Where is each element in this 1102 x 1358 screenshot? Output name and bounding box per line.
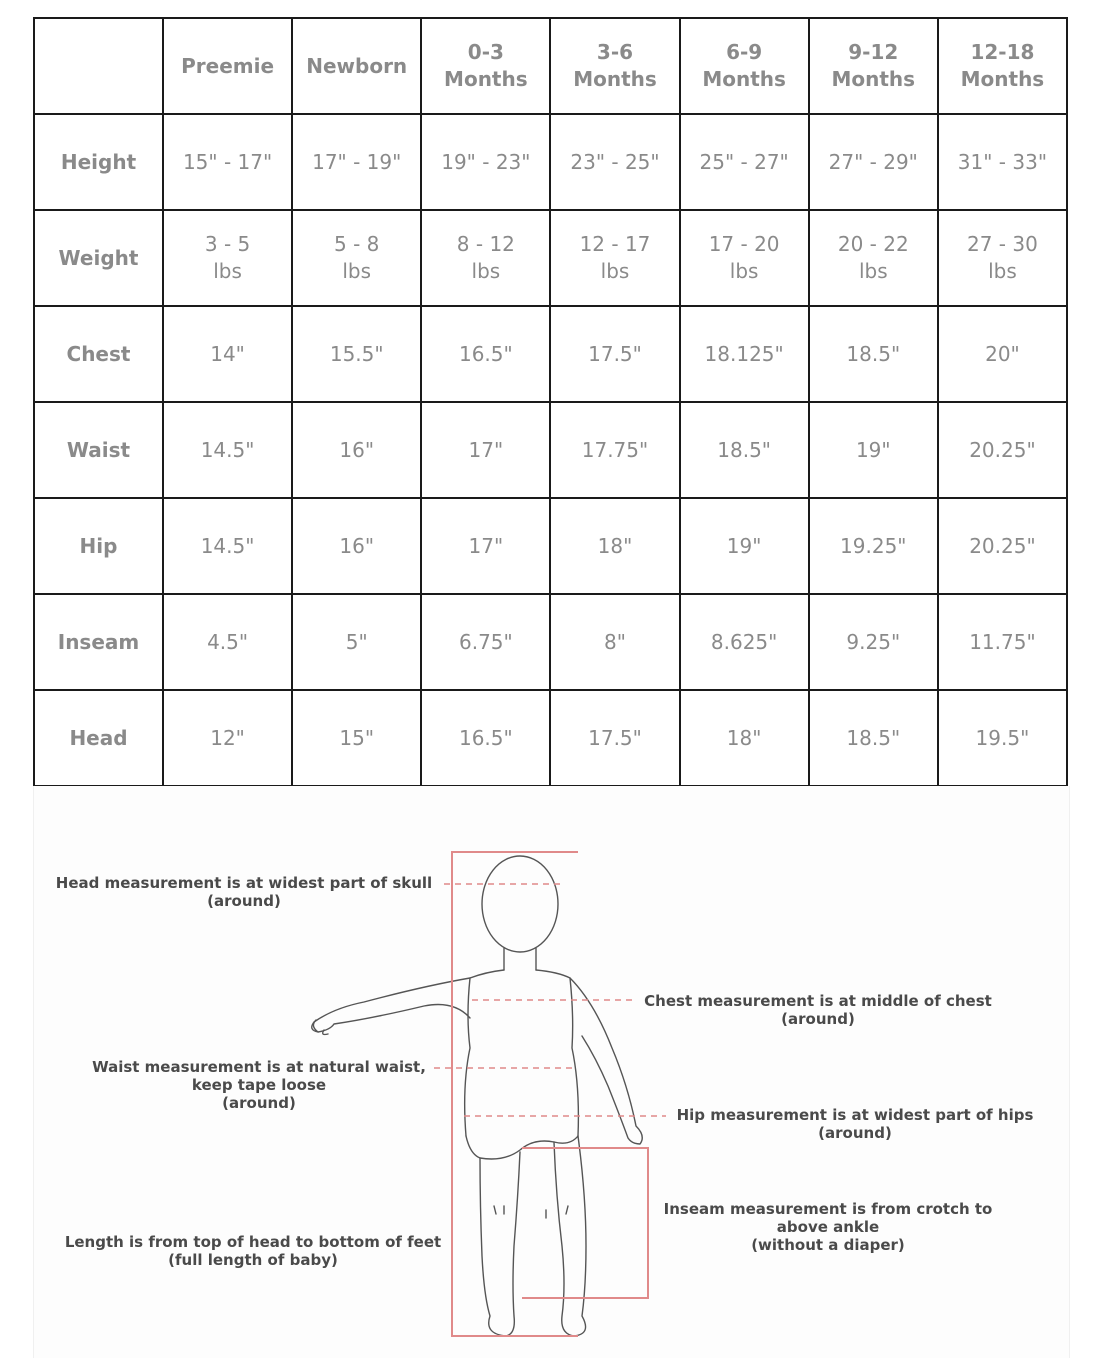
- table-header-row: [34, 18, 1067, 114]
- table-cell: 31" - 33": [938, 114, 1067, 210]
- hip-measurement-note: Hip measurement is at widest part of hips (around): [676, 1106, 1034, 1142]
- table-cell: 8.625": [680, 594, 809, 690]
- table-cell: 20": [938, 306, 1067, 402]
- table-cell: 20 - 22 lbs: [809, 210, 938, 306]
- table-cell: 8 - 12 lbs: [421, 210, 550, 306]
- table-cell: 19": [809, 402, 938, 498]
- measurement-diagram: [33, 786, 1070, 1358]
- table-cell: 8": [550, 594, 679, 690]
- row-label-hip: Hip: [34, 498, 163, 594]
- table-cell: 17 - 20 lbs: [680, 210, 809, 306]
- table-cell: 25" - 27": [680, 114, 809, 210]
- table-cell: 17": [421, 402, 550, 498]
- column-header-0-3-months: 0-3 Months: [421, 18, 550, 114]
- row-label-head: Head: [34, 690, 163, 786]
- table-body: [34, 114, 1067, 786]
- table-cell: 17.5": [550, 690, 679, 786]
- figure-left-arm: [312, 978, 470, 1032]
- table-cell: 3 - 5 lbs: [163, 210, 292, 306]
- column-header-preemie: Preemie: [163, 18, 292, 114]
- table-cell: 19" - 23": [421, 114, 550, 210]
- table-cell: 16.5": [421, 690, 550, 786]
- table-cell: 17" - 19": [292, 114, 421, 210]
- table-cell: 27 - 30 lbs: [938, 210, 1067, 306]
- table-cell: 18.5": [680, 402, 809, 498]
- table-cell: 15" - 17": [163, 114, 292, 210]
- table-cell: 16": [292, 402, 421, 498]
- table-cell: 17": [421, 498, 550, 594]
- table-row: [34, 210, 1067, 306]
- table-cell: 19.5": [938, 690, 1067, 786]
- table-cell: 20.25": [938, 498, 1067, 594]
- row-label-waist: Waist: [34, 402, 163, 498]
- table-cell: 27" - 29": [809, 114, 938, 210]
- table-row: [34, 690, 1067, 786]
- inseam-measurement-note: Inseam measurement is from crotch to above ankle (without a diaper): [663, 1200, 993, 1254]
- column-header-12-18-months: 12-18 Months: [938, 18, 1067, 114]
- table-row: [34, 402, 1067, 498]
- row-label-weight: Weight: [34, 210, 163, 306]
- table-cell: 16.5": [421, 306, 550, 402]
- figure-right-arm: [570, 978, 642, 1144]
- table-cell: 12 - 17 lbs: [550, 210, 679, 306]
- table-cell: 4.5": [163, 594, 292, 690]
- table-cell: 11.75": [938, 594, 1067, 690]
- table-cell: 19.25": [809, 498, 938, 594]
- column-header-3-6-months: 3-6 Months: [550, 18, 679, 114]
- table-cell: 5 - 8 lbs: [292, 210, 421, 306]
- table-cell: 14.5": [163, 498, 292, 594]
- row-label-inseam: Inseam: [34, 594, 163, 690]
- figure-head: [482, 856, 558, 952]
- table-row: [34, 114, 1067, 210]
- table-cell: 5": [292, 594, 421, 690]
- table-cell: 18": [680, 690, 809, 786]
- table-cell: 20.25": [938, 402, 1067, 498]
- figure-left-leg: [480, 1152, 520, 1336]
- size-chart-table: [33, 17, 1068, 787]
- column-header-newborn: Newborn: [292, 18, 421, 114]
- table-cell: 14.5": [163, 402, 292, 498]
- chest-measurement-note: Chest measurement is at middle of chest (around): [644, 992, 992, 1028]
- corner-cell: [34, 18, 163, 114]
- table-cell: 17.75": [550, 402, 679, 498]
- table-cell: 15.5": [292, 306, 421, 402]
- figure-right-leg: [554, 1136, 586, 1336]
- table-cell: 18.125": [680, 306, 809, 402]
- table-cell: 23" - 25": [550, 114, 679, 210]
- row-label-chest: Chest: [34, 306, 163, 402]
- figure-neck: [504, 948, 536, 970]
- column-header-9-12-months: 9-12 Months: [809, 18, 938, 114]
- table-row: [34, 498, 1067, 594]
- table-cell: 19": [680, 498, 809, 594]
- table-cell: 18.5": [809, 306, 938, 402]
- table-cell: 9.25": [809, 594, 938, 690]
- waist-measurement-note: Waist measurement is at natural waist, keep tape loose (around): [92, 1058, 426, 1112]
- figure-knee-marks: [494, 1206, 568, 1218]
- table-cell: 18.5": [809, 690, 938, 786]
- figure-torso: [465, 970, 579, 1136]
- table-cell: 6.75": [421, 594, 550, 690]
- table-row: [34, 306, 1067, 402]
- table-row: [34, 594, 1067, 690]
- table-cell: 14": [163, 306, 292, 402]
- table-cell: 12": [163, 690, 292, 786]
- length-measurement-note: Length is from top of head to bottom of feet (full length of baby): [64, 1233, 442, 1269]
- figure-left-hand: [313, 1020, 328, 1035]
- column-header-6-9-months: 6-9 Months: [680, 18, 809, 114]
- head-measurement-note: Head measurement is at widest part of skull (around): [55, 874, 433, 910]
- table-cell: 17.5": [550, 306, 679, 402]
- table-cell: 15": [292, 690, 421, 786]
- table-cell: 18": [550, 498, 679, 594]
- row-label-height: Height: [34, 114, 163, 210]
- length-measure-line: [452, 852, 578, 1336]
- table-cell: 16": [292, 498, 421, 594]
